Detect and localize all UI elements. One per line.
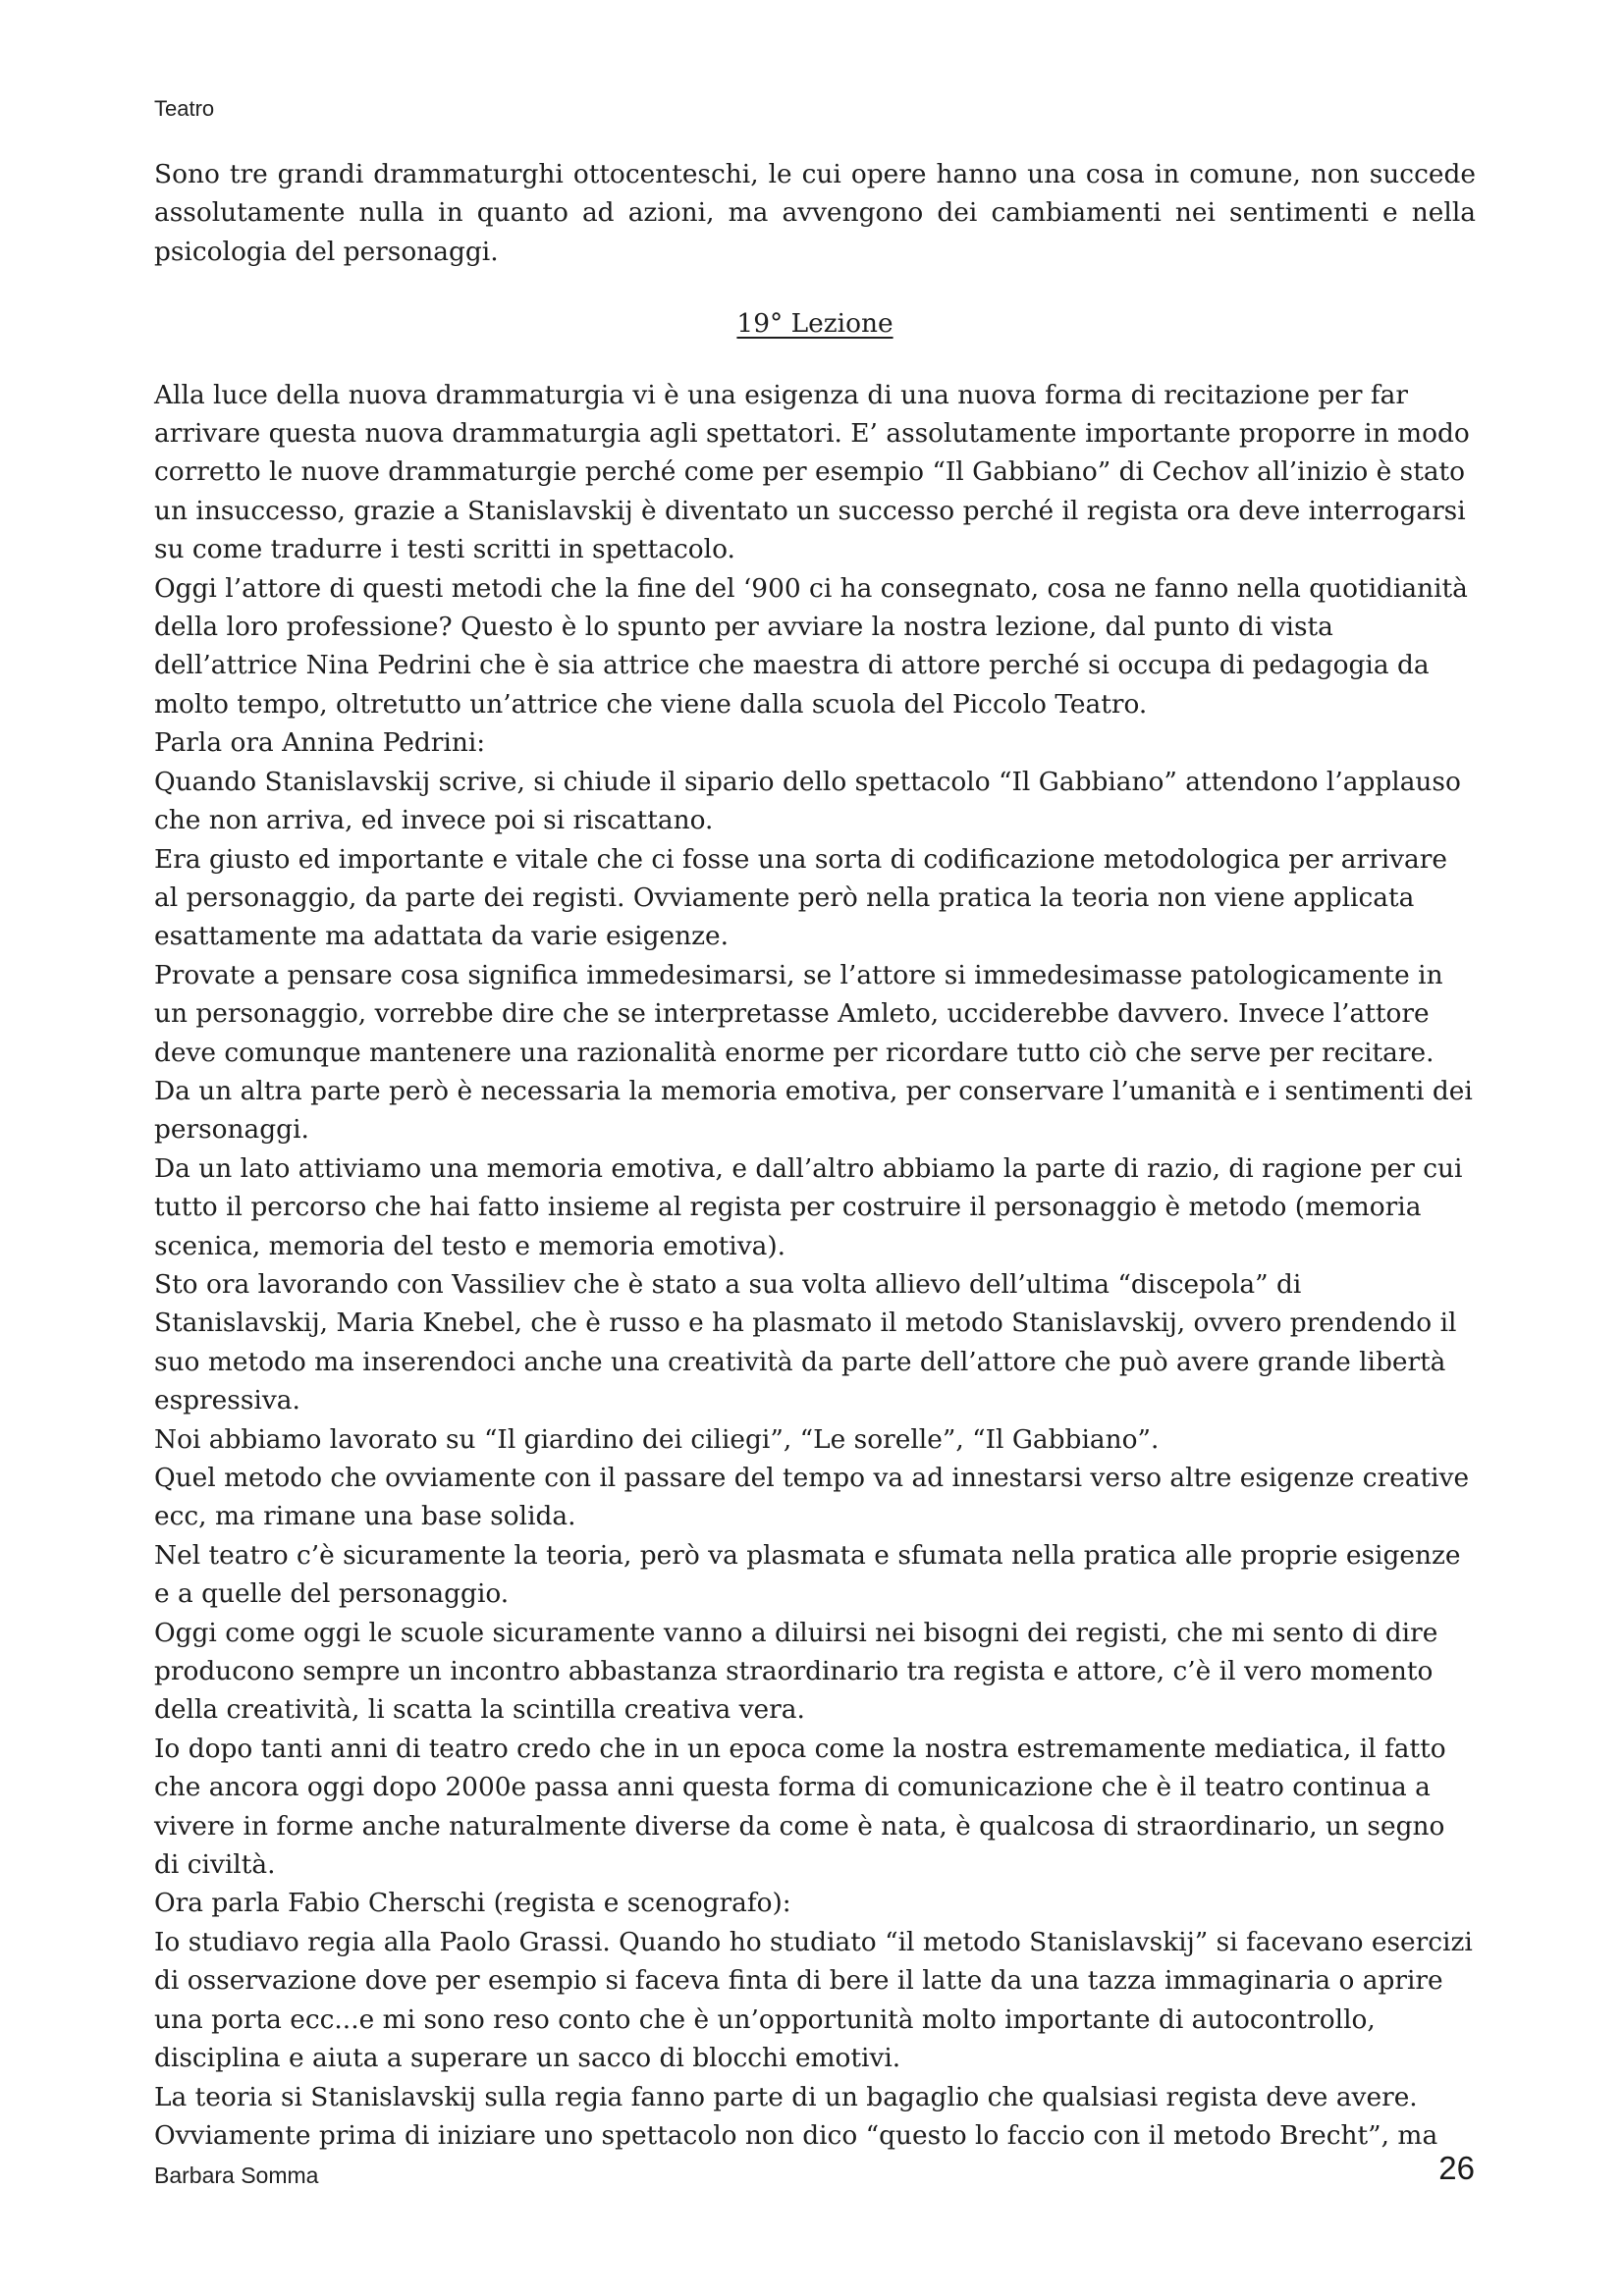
paragraph: Sto ora lavorando con Vassiliev che è stato a sua volta allievo dell’ultima “discepola” di Stanislavskij, Maria Knebel, che è russo e ha plasmato il metodo Stanislavskij, ovvero prendendo il suo metodo ma inserendoci anche una creatività da parte dell’attore che può avere grande libertà espressiva.: [154, 1268, 1457, 1416]
footer-author: Barbara Somma: [154, 2163, 319, 2188]
paragraph-list: [154, 376, 1476, 2156]
paragraph: Ovviamente prima di iniziare uno spettacolo non dico “questo lo faccio con il metodo Brecht”, ma: [154, 2119, 1438, 2151]
paragraph: Parla ora Annina Pedrini:: [154, 727, 486, 759]
paragraph: Noi abbiamo lavorato su “Il giardino dei ciliegi”, “Le sorelle”, “Il Gabbiano”.: [154, 1423, 1160, 1455]
paragraph: Quel metodo che ovviamente con il passare del tempo va ad innestarsi verso altre esigenze creative ecc, ma rimane una base solida.: [154, 1463, 1470, 1532]
page-number: 26: [1438, 2150, 1475, 2186]
paragraph: Ora parla Fabio Cherschi (regista e scenografo):: [154, 1888, 791, 1919]
paragraph: Provate a pensare cosa significa immedesimarsi, se l’attore si immedesimasse patologicamente in un personaggio, vorrebbe dire che se interpretasse Amleto, ucciderebbe davvero. Invece l’attore deve comunque mantenere una razionalità enorme per ricordare tutto ciò che serve per recitare.: [154, 959, 1443, 1068]
paragraph: Nel teatro c’è sicuramente la teoria, però va plasmata e sfumata nella pratica alle proprie esigenze e a quelle del personaggio.: [154, 1539, 1461, 1610]
paragraph: Da un altra parte però è necessaria la memoria emotiva, per conservare l’umanità e i sentimenti dei personaggi.: [154, 1075, 1473, 1146]
paragraph: La teoria si Stanislavskij sulla regia fanno parte di un bagaglio che qualsiasi regista deve avere.: [154, 2081, 1418, 2112]
paragraph: Io dopo tanti anni di teatro credo che in un epoca come la nostra estremamente mediatica, il fatto che ancora oggi dopo 2000e passa anni questa forma di comunicazione che è il teatro continua a vivere in forme anche naturalmente diverse da come è nata, è qualcosa di straordinario, un segno di civiltà.: [154, 1733, 1446, 1881]
paragraph: Io studiavo regia alla Paolo Grassi. Quando ho studiato “il metodo Stanislavskij” si facevano esercizi di osservazione dove per esempio si faceva finta di bere il latte da una tazza immaginaria o aprire una porta ecc...e mi sono reso conto che è un’opportunità molto importante di autocontrollo, disciplina e aiuta a superare un sacco di blocchi emotivi.: [154, 1926, 1473, 2074]
intro-paragraph: Sono tre grandi drammaturghi ottocenteschi, le cui opere hanno una cosa in comune, non succede assolutamente nulla in quanto ad azioni, ma avvengono dei cambiamenti nei sentimenti e nella psicologia del personaggi.: [154, 159, 1476, 267]
running-header-title: Teatro: [154, 96, 215, 121]
paragraph: Oggi come oggi le scuole sicuramente vanno a diluirsi nei bisogni dei registi, che mi sento di dire producono sempre un incontro abbastanza straordinario tra regista e attore, c’è il vero momento della creatività, li scatta la scintilla creativa vera.: [154, 1617, 1438, 1726]
paragraph: Quando Stanislavskij scrive, si chiude il sipario dello spettacolo “Il Gabbiano” attendono l’applauso che non arriva, ed invece poi si riscattano.: [154, 766, 1461, 836]
section-heading: 19° Lezione: [736, 308, 893, 340]
paragraph: Oggi l’attore di questi metodi che la fine del ‘900 ci ha consegnato, cosa ne fanno nella quotidianità della loro professione? Questo è lo spunto per avviare la nostra lezione, dal punto di vista dell’attrice Nina Pedrini che è sia attrice che maestra di attore perché si occupa di pedagogia da molto tempo, oltretutto un’attrice che viene dalla scuola del Piccolo Teatro.: [154, 572, 1468, 720]
paragraph: Era giusto ed importante e vitale che ci fosse una sorta di codificazione metodologica per arrivare al personaggio, da parte dei registi. Ovviamente però nella pratica la teoria non viene applicata esattamente ma adattata da varie esigenze.: [154, 843, 1448, 952]
paragraph: Da un lato attiviamo una memoria emotiva, e dall’altro abbiamo la parte di razio, di ragione per cui tutto il percorso che hai fatto insieme al regista per costruire il personaggio è metodo (memoria scenica, memoria del testo e memoria emotiva).: [154, 1152, 1463, 1261]
page-body: [154, 155, 1476, 2155]
paragraph: Alla luce della nuova drammaturgia vi è una esigenza di una nuova forma di recitazione per far arrivare questa nuova drammaturgia agli spettatori. E’ assolutamente importante proporre in modo corretto le nuove drammaturgie perché come per esempio “Il Gabbiano” di Cechov all’inizio è stato un insuccesso, grazie a Stanislavskij è diventato un successo perché il regista ora deve interrogarsi su come tradurre i testi scritti in spettacolo.: [154, 379, 1470, 565]
